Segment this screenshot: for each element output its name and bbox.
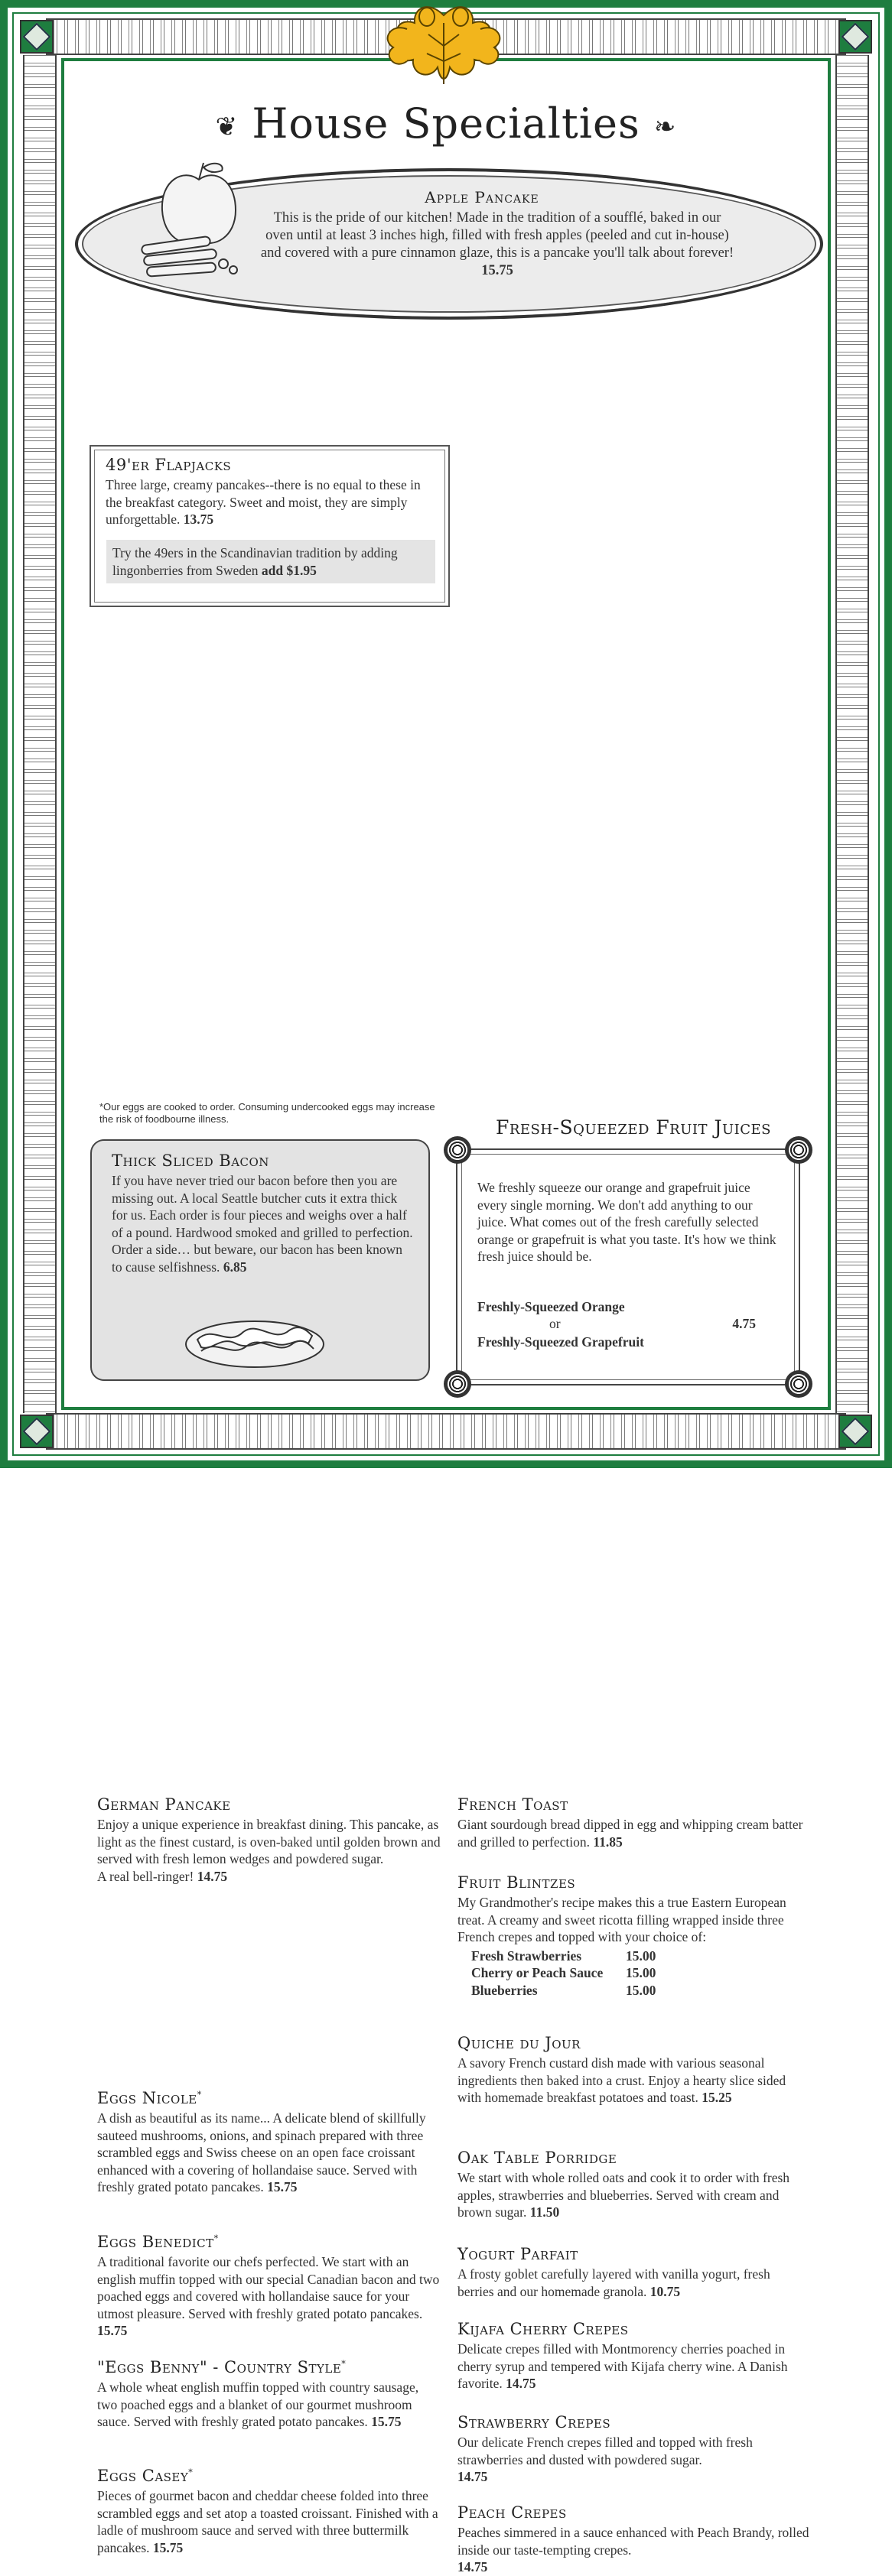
item-description (457, 2266, 809, 2300)
item-text: A frosty goblet carefully layered with vanilla yogurt, fresh berries and our homemade granola. (457, 2266, 770, 2299)
menu-item-kijafa-crepes (457, 2320, 809, 2392)
item-description (457, 2524, 809, 2576)
border-rail-bottom (46, 1413, 846, 1450)
juice-price: 4.75 (732, 1316, 756, 1331)
item-title: Yogurt Parfait (457, 2245, 578, 2263)
juice-orange: Freshly-Squeezed Orange (477, 1299, 625, 1314)
bacon-content (112, 1152, 414, 1275)
asterisk-mark: * (188, 2467, 194, 2477)
item-title-text: Eggs Benedict (97, 2233, 214, 2251)
rosette-icon (444, 1136, 471, 1164)
flourish-right-icon: ❧ (653, 112, 677, 142)
juice-grapefruit: Freshly-Squeezed Grapefruit (477, 1334, 644, 1350)
item-tagline: A real bell-ringer! (97, 1868, 194, 1884)
option-name: Blueberries (471, 1982, 538, 1998)
asterisk-mark: * (213, 2233, 219, 2243)
item-text: If you have never tried our bacon before then you are missing out. A local Seattle butcher cuts it extra thick for us. Each order is four pieces and weighs over a half of a pound. Hardwood smoked and grilled to perfection. Order a side… but beware, our bacon has been known to cause selfishness. (112, 1173, 413, 1275)
item-text: Delicate crepes filled with Montmorency cherries poached in cherry syrup and tempered with Kijafa cherry wine. A Danish favorite. (457, 2341, 788, 2391)
menu-item-german-pancake (97, 1795, 441, 1885)
menu-item-eggs-benny (97, 2358, 441, 2431)
item-price: 6.85 (223, 1259, 247, 1275)
item-description (106, 476, 435, 528)
item-description (112, 1172, 414, 1275)
item-description (457, 2340, 809, 2392)
item-text: Giant sourdough bread dipped in egg and whipping cream batter and grilled to perfection. (457, 1817, 803, 1850)
item-title: Kijafa Cherry Crepes (457, 2320, 629, 2338)
item-price: 14.75 (197, 1868, 228, 1884)
item-title: Oak Table Porridge (457, 2149, 617, 2167)
menu-item-strawberry-crepes (457, 2413, 809, 2486)
item-text: Peaches simmered in a sauce enhanced with Peach Brandy, rolled inside our taste-tempting crepes. (457, 2525, 809, 2558)
option-price: 15.00 (626, 1982, 656, 1998)
blintz-option (471, 1982, 809, 1999)
menu-item-porridge (457, 2149, 809, 2221)
item-text: Three large, creamy pancakes--there is no equal to these in the breakfast category. Sweet and moist, they are simply unforgettable. (106, 477, 421, 527)
item-price: 13.75 (183, 512, 214, 527)
menu-item-bacon (112, 1152, 414, 1275)
apple-pancake-price: 15.75 (481, 263, 513, 278)
juices-box (456, 1148, 800, 1385)
menu-item-fruit-blintzes (457, 1873, 809, 1999)
apple-cinnamon-illustration-icon (138, 157, 252, 287)
item-text: Pieces of gourmet bacon and cheddar cheese folded into three scrambled eggs and set atop a toasted croissant. Finished with a ladle of mushroom sauce and served with three buttermilk pancakes. (97, 2488, 438, 2555)
item-title (97, 2467, 441, 2485)
menu-item-flapjacks (106, 456, 435, 528)
juices-title: Fresh-Squeezed Fruit Juices (495, 1116, 772, 1139)
asterisk-mark: * (341, 2359, 347, 2369)
item-title: Fruit Blintzes (457, 1873, 576, 1892)
item-title: Strawberry Crepes (457, 2413, 611, 2431)
asterisk-mark: * (197, 2090, 202, 2100)
item-description (97, 1816, 441, 1885)
option-price: 15.00 (626, 1965, 656, 1980)
item-price: 14.75 (457, 2469, 488, 2484)
item-price: 15.75 (97, 2323, 128, 2338)
blintz-option (471, 1964, 809, 1982)
item-text: A savory French custard dish made with various seasonal ingredients then baked into a crust. Enjoy a hearty slice sided with homemade breakfast potatoes and toast. (457, 2055, 786, 2105)
item-text: Enjoy a unique experience in breakfast dining. This pancake, as light as the finest custard, is oven-baked until golden brown and served with fresh lemon wedges and powdered sugar. (97, 1817, 441, 1866)
item-text: Our delicate French crepes filled and topped with fresh strawberries and dusted with powdered sugar. (457, 2435, 753, 2467)
rosette-icon (785, 1370, 812, 1398)
item-description: My Grandmother's recipe makes this a true Eastern European treat. A creamy and sweet ricotta filling wrapped inside three French crepes and topped with your choice of: (457, 1895, 786, 1944)
item-title-text: Eggs Nicole (97, 2089, 197, 2107)
item-description (97, 2110, 441, 2196)
juices-description: We freshly squeeze our orange and grapefruit juice every single morning. We don't add anything to our juice. What comes out of the fresh carefully selected orange or grapefruit is what you taste. It's how we think fresh juice should be. (477, 1180, 776, 1264)
blintz-option (471, 1947, 809, 1965)
item-title (97, 2089, 441, 2107)
corner-ornament-icon (838, 20, 872, 54)
menu-item-eggs-nicole (97, 2089, 441, 2196)
menu-item-yogurt-parfait (457, 2245, 809, 2300)
menu-item-eggs-casey (97, 2467, 441, 2556)
corner-ornament-icon (838, 1415, 872, 1448)
item-title: Quiche du Jour (457, 2034, 581, 2052)
menu-item-french-toast (457, 1795, 809, 1850)
rosette-icon (444, 1370, 471, 1398)
menu-item-quiche (457, 2034, 809, 2107)
item-title (97, 2358, 441, 2376)
border-rail-right (835, 55, 869, 1413)
item-title-text: Eggs Casey (97, 2467, 189, 2485)
item-title: Thick Sliced Bacon (112, 1152, 269, 1170)
flapjacks-content (106, 456, 435, 528)
apple-pancake-text: This is the pride of our kitchen! Made in the tradition of a soufflé, baked in our oven until at least 3 inches high, filled with fresh apples (peeled and cut in-house) and covered with a pure cinnamon glaze, this is a pancake you'll talk about forever! (260, 210, 734, 261)
page-title-text: House Specialties (252, 99, 640, 148)
corner-ornament-icon (20, 1415, 54, 1448)
item-price: 15.75 (267, 2179, 298, 2194)
item-description (97, 2487, 441, 2556)
item-title-text: "Eggs Benny" - Country Style (97, 2358, 342, 2376)
item-price: 11.85 (593, 1834, 623, 1850)
menu-item-eggs-benedict (97, 2233, 441, 2340)
menu-item-peach-crepes (457, 2503, 809, 2576)
juice-or: or (549, 1316, 561, 1331)
item-price: 15.25 (702, 2090, 732, 2105)
corner-ornament-icon (20, 20, 54, 54)
flourish-left-icon: ❦ (215, 112, 239, 142)
bacon-box (90, 1139, 430, 1381)
apple-pancake-description (260, 210, 734, 280)
item-description (457, 2055, 809, 2107)
rosette-icon (785, 1136, 812, 1164)
border-rail-left (23, 55, 57, 1413)
note-price: add $1.95 (261, 562, 317, 578)
item-text: A traditional favorite our chefs perfected. We start with an english muffin topped with our special Canadian bacon and two poached eggs and covered with hollandaise sauce for your utmost pleasure. Served with freshly grated potato pancakes. (97, 2254, 440, 2321)
item-description (457, 2169, 809, 2221)
apple-pancake-title: Apple Pancake (425, 188, 539, 206)
item-title: Peach Crepes (457, 2503, 567, 2522)
item-price: 15.75 (152, 2539, 184, 2555)
item-description (97, 2253, 441, 2340)
page-title (0, 99, 892, 148)
item-price: 11.50 (529, 2204, 560, 2220)
lingonberry-note (106, 540, 435, 583)
item-price: 10.75 (649, 2283, 681, 2299)
item-price: 15.75 (371, 2414, 402, 2429)
option-price: 15.00 (626, 1947, 656, 1964)
item-text: A dish as beautiful as its name... A delicate blend of skillfully sauteed mushrooms, onions, and spinach prepared with three scrambled eggs and Swiss cheese on an open face croissant enhanced with a covering of hollandaise sauce. Served with freshly grated potato pancakes. (97, 2110, 426, 2194)
bacon-plate-illustration-icon (182, 1309, 327, 1370)
flapjacks-box (90, 445, 450, 607)
item-description (457, 2434, 809, 2486)
oak-leaf-logo-icon (367, 0, 520, 99)
item-text: A whole wheat english muffin topped with country sausage, two poached eggs and a blanket of our gourmet mushroom sauce. Served with freshly grated potato pancakes. (97, 2379, 419, 2429)
item-title: 49'er Flapjacks (106, 456, 232, 474)
item-description (457, 1816, 809, 1850)
note-text: Try the 49ers in the Scandinavian tradition by adding lingonberries from Sweden (112, 545, 398, 578)
item-description (97, 2379, 441, 2431)
item-title: German Pancake (97, 1795, 231, 1814)
option-name: Fresh Strawberries (471, 1947, 582, 1964)
blintz-options (471, 1947, 809, 1999)
item-title: French Toast (457, 1795, 568, 1814)
item-price: 14.75 (457, 2559, 488, 2574)
option-name: Cherry or Peach Sauce (471, 1965, 604, 1980)
item-title (97, 2233, 441, 2251)
item-price: 14.75 (506, 2376, 536, 2391)
undercooked-warning: *Our eggs are cooked to order. Consuming undercooked eggs may increase the risk of foodbourne illness. (99, 1101, 435, 1125)
item-text: We start with whole rolled oats and cook it to order with fresh apples, strawberries and blueberries. Served with cream and brown sugar. (457, 2170, 790, 2220)
